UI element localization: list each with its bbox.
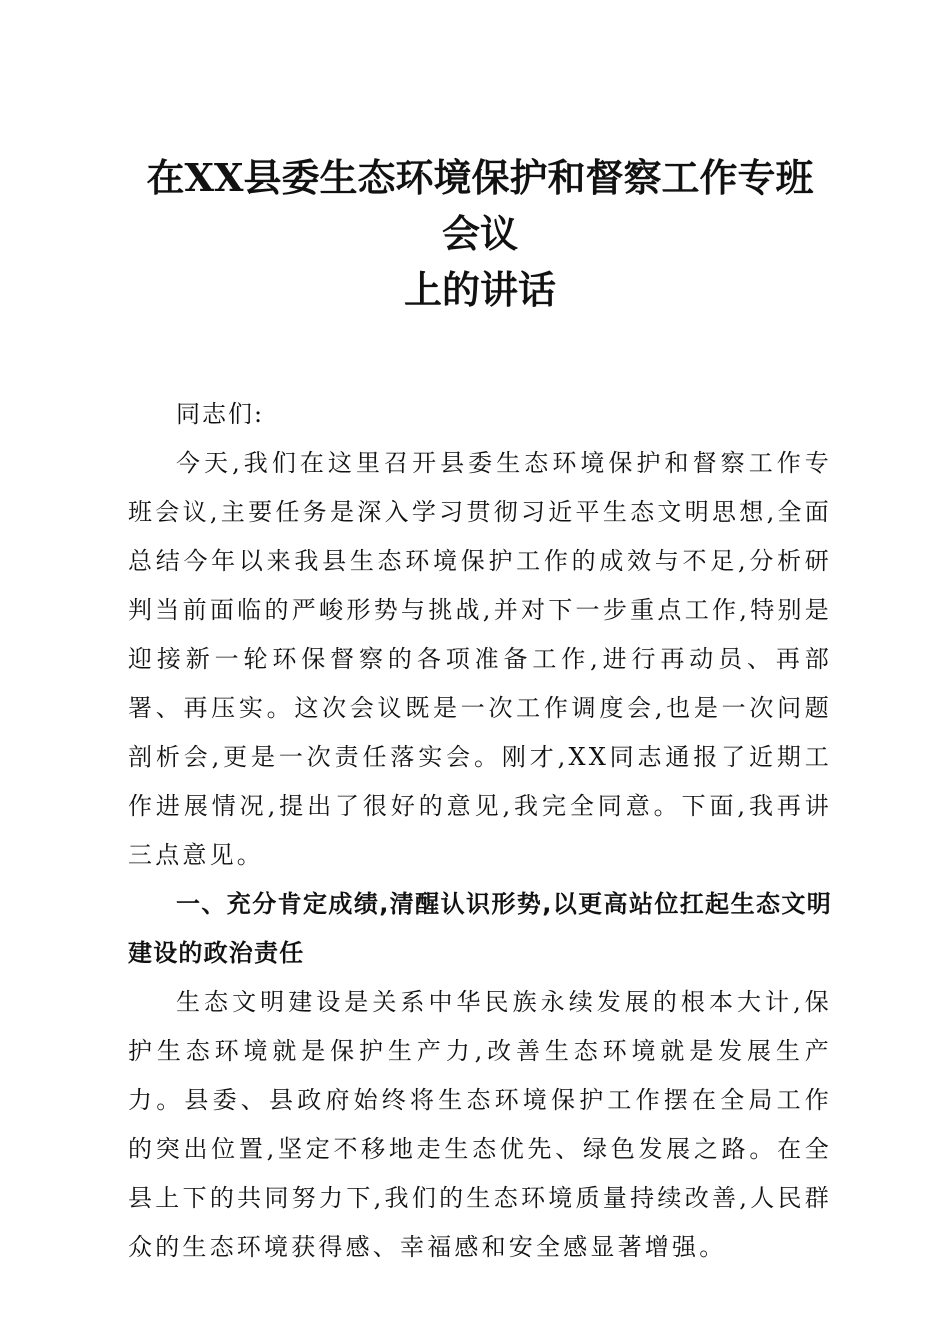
paragraph-intro: 今天,我们在这里召开县委生态环境保护和督察工作专班会议,主要任务是深入学习贯彻习近平生态文明思想,全面总结今年以来我县生态环境保护工作的成效与不足,分析研判当前面临的严峻形势与挑战,并对下一步重点工作,特别是迎接新一轮环保督察的各项准备工作,进行再动员、再部署、再压实。这次会议既是一次工作调度会,也是一次问题剖析会,更是一次责任落实会。刚才,XX同志通报了近期工作进展情况,提出了很好的意见,我完全同意。下面,我再讲三点意见。 — [128, 449, 832, 869]
salutation: 同志们: — [176, 400, 265, 428]
paragraph-section-1: 生态文明建设是关系中华民族永续发展的根本大计,保护生态环境就是保护生产力,改善生态环境就是发展生产力。县委、县政府始终将生态环境保护工作摆在全局工作的突出位置,坚定不移地走生态优先、绿色发展之路。在全县上下的共同努力下,我们的生态环境质量持续改善,人民群众的生态环境获得感、幸福感和安全感显著增强。 — [128, 988, 832, 1261]
document-title — [128, 150, 832, 318]
document-page — [128, 150, 832, 1272]
section-heading-1: 一、充分肯定成绩,清醒认识形势,以更高站位扛起生态文明建设的政治责任 — [128, 890, 832, 967]
document-body — [128, 390, 832, 1272]
title-line-2: 上的讲话 — [403, 267, 556, 312]
title-line-1: 在XX县委生态环境保护和督察工作专班会议 — [146, 155, 814, 256]
